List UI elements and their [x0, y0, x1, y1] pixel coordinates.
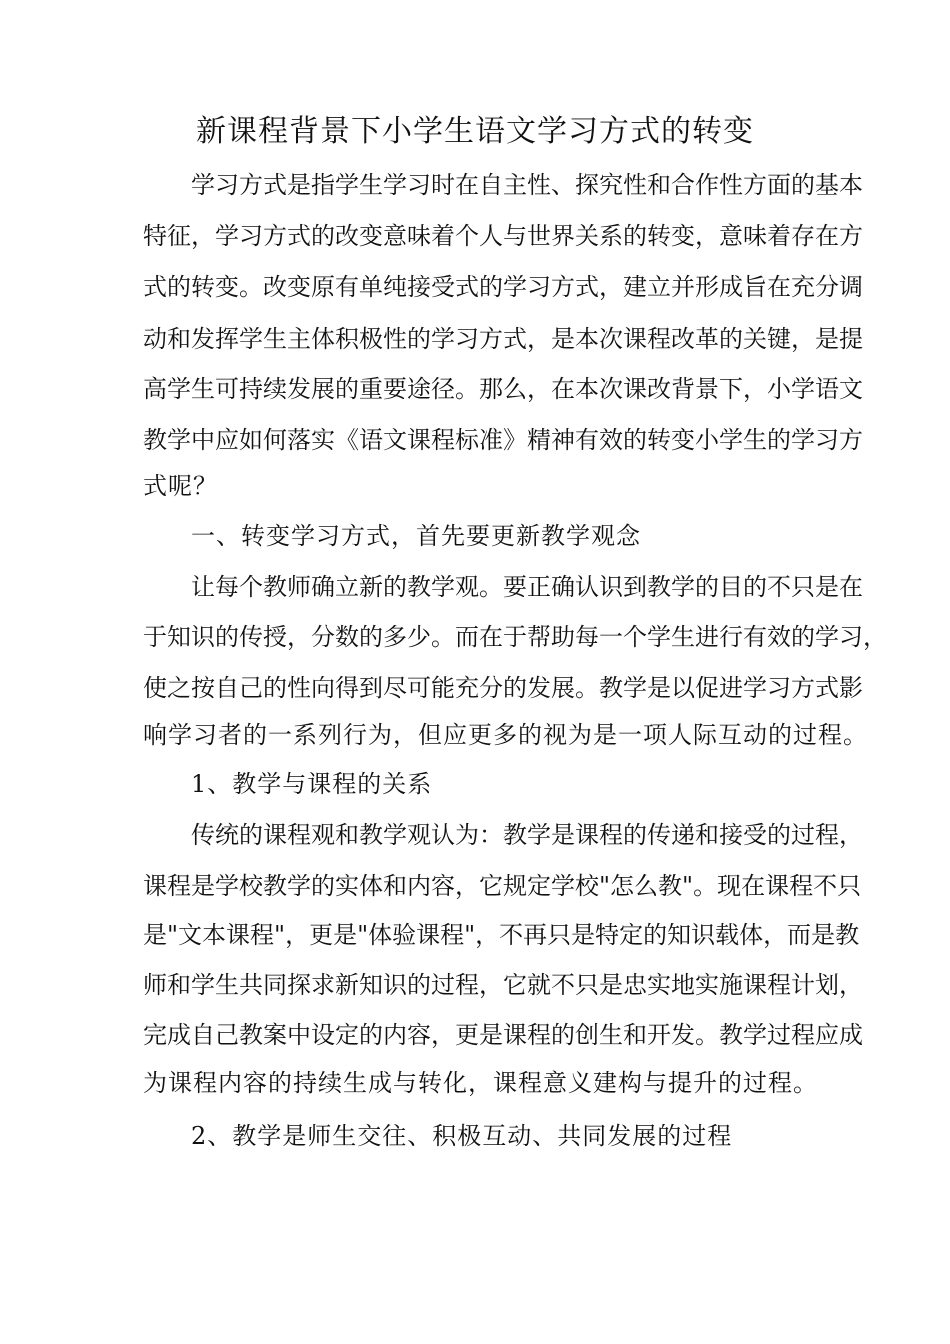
paragraph-line: 动和发挥学生主体积极性的学习方式，是本次课程改革的关键，是提	[143, 325, 863, 353]
paragraph-line: 让每个教师确立新的教学观。要正确认识到教学的目的不只是在	[191, 573, 863, 601]
paragraph-line: 高学生可持续发展的重要途径。那么，在本次课改背景下，小学语文	[143, 375, 863, 403]
paragraph-line: 响学习者的一系列行为，但应更多的视为是一项人际互动的过程。	[143, 721, 868, 749]
subheading: 2、教学是师生交往、积极互动、共同发展的过程	[191, 1122, 733, 1150]
paragraph-line: 使之按自己的性向得到尽可能充分的发展。教学是以促进学习方式影	[143, 674, 863, 702]
paragraph-line: 学习方式是指学生学习时在自主性、探究性和合作性方面的基本	[191, 171, 863, 199]
paragraph-line: 课程是学校教学的实体和内容，它规定学校"怎么教"。现在课程不只	[143, 872, 862, 900]
paragraph-line: 特征，学习方式的改变意味着个人与世界关系的转变，意味着存在方	[143, 222, 863, 250]
document-title: 新课程背景下小学生语文学习方式的转变	[196, 114, 754, 149]
subheading: 1、教学与课程的关系	[191, 770, 433, 798]
paragraph-line: 式呢？	[143, 472, 218, 500]
paragraph-line: 为课程内容的持续生成与转化，课程意义建构与提升的过程。	[143, 1069, 818, 1097]
paragraph-line: 是"文本课程"，更是"体验课程"，不再只是特定的知识载体，而是教	[143, 921, 860, 949]
paragraph-line: 式的转变。改变原有单纯接受式的学习方式，建立并形成旨在充分调	[143, 273, 863, 301]
paragraph-line: 完成自己教案中设定的内容，更是课程的创生和开发。教学过程应成	[143, 1021, 863, 1049]
paragraph-line: 传统的课程观和教学观认为：教学是课程的传递和接受的过程，	[191, 821, 863, 849]
paragraph-line: 师和学生共同探求新知识的过程，它就不只是忠实地实施课程计划，	[143, 971, 863, 999]
paragraph-line: 于知识的传授，分数的多少。而在于帮助每一个学生进行有效的学习，	[143, 623, 887, 651]
section-heading: 一、转变学习方式，首先要更新教学观念	[191, 522, 641, 550]
paragraph-line: 教学中应如何落实《语文课程标准》精神有效的转变小学生的学习方	[143, 426, 863, 454]
